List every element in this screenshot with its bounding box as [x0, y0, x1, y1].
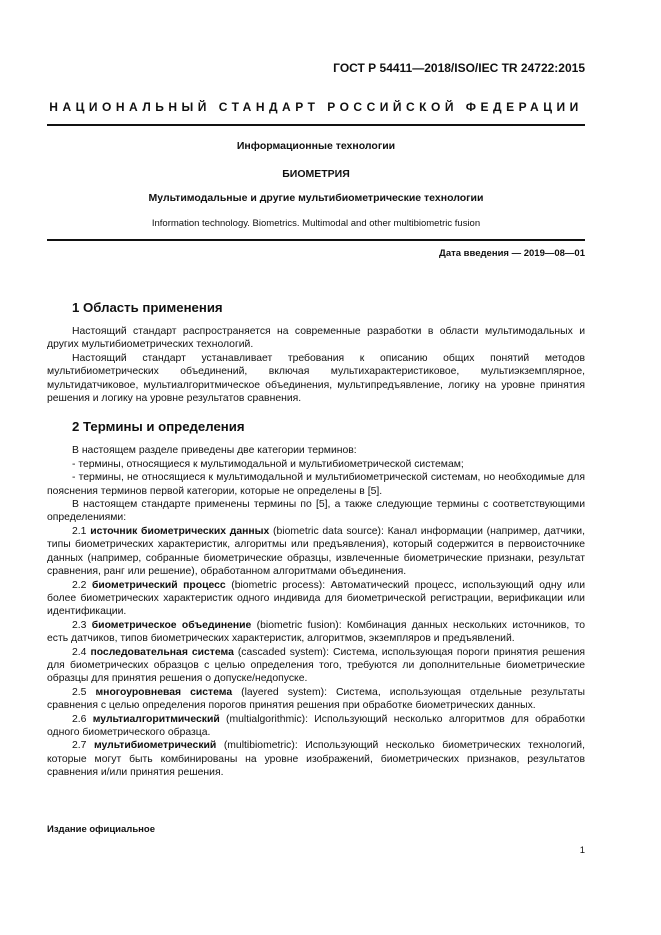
section-2-paragraph: В настоящем разделе приведены две категории терминов: — [72, 445, 357, 457]
title-line-3: Мультимодальные и другие мультибиометрические технологии — [148, 192, 484, 204]
term-number: 2.3 — [72, 619, 87, 631]
top-divider — [47, 124, 585, 126]
section-2-list-item: - термины, относящиеся к мультимодальной и мультибиометрической системам; — [72, 458, 464, 470]
term-name: мультибиометрический — [93, 740, 217, 752]
term-number: 2.4 — [72, 646, 87, 658]
english-title: Information technology. Biometrics. Multimodal and other multibiometric fusion — [151, 218, 481, 229]
term-definition: (cascaded system): Система, использующая пороги принятия решения для биометрических образцов с целью определения того, требуются ли дополнительные биометрические образцы для принятия решения о допуске/недопуске. — [47, 646, 586, 685]
introduction-date: Дата введения — 2019—08—01 — [439, 248, 585, 259]
term-number: 2.6 — [72, 713, 87, 725]
section-1-paragraph: Настоящий стандарт устанавливает требования к описанию общих понятий методов мультибиометрических объединений, включая мультихарактеристиковое, мультиэкземплярное, мультидатчиковое, мультиалгоритмическое объединения, мультипредъявление, логику на уровне принятия решения и логику на уровне результатов сравнения. — [47, 352, 585, 405]
section-2-heading: 2 Термины и определения — [72, 419, 245, 435]
term-definition: (multialgorithmic): Использующий несколько алгоритмов для обработки одного биометрического образца. — [47, 713, 586, 738]
term-definition: (biometric fusion): Комбинация данных нескольких источников, то есть датчиков, типов биометрических характеристик, алгоритмов, экземпляров и предъявлений. — [47, 619, 585, 645]
section-2-list-item: - термины, не относящиеся к мультимодальной и мультибиометрической системам, но необходимые для пояснения терминов первой категории, которые не определены в [5]. — [47, 472, 585, 497]
term-name: многоуровневая система — [95, 686, 233, 698]
term-number: 2.7 — [72, 740, 87, 752]
term-name: биометрическое объединение — [91, 619, 252, 631]
term-entry — [47, 646, 585, 686]
term-entry — [47, 686, 585, 713]
term-entry — [47, 579, 585, 619]
page-number: 1 — [579, 845, 585, 856]
title-line-1: Информационные технологии — [236, 140, 396, 152]
term-number: 2.1 — [72, 525, 87, 537]
section-2-paragraph: В настоящем стандарте применены термины по [5], а также следующие термины с соответствующими определениями: — [47, 499, 585, 524]
term-entry — [47, 739, 585, 779]
official-edition-label: Издание официальное — [47, 824, 155, 835]
term-definition: (biometric process): Автоматический процесс, использующий одну или более биометрических характеристик одного индивида для биометрической регистрации, верификации или идентификации. — [47, 579, 586, 618]
term-name: биометрический процесс — [92, 579, 226, 591]
term-name: мультиалгоритмический — [92, 713, 220, 725]
term-definition: (biometric data source): Канал информации (например, датчики, типы биометрических характеристик, алгоритмы или предъявления), который содержится в первоисточнике данных (например, собранные биометрические образцы, извлеченные биометрические признаки, результат сравнения, ранг или решение), обработанном алгоритмами объединения. — [47, 525, 585, 578]
term-definition: (layered system): Система, использующая отдельные результаты сравнения с целью определения порогов принятия решения при обработке биометрических данных. — [47, 686, 585, 712]
document-body — [47, 300, 585, 780]
term-entry — [47, 713, 585, 740]
term-number: 2.5 — [72, 686, 87, 698]
term-name: последовательная система — [90, 646, 234, 658]
title-line-2: БИОМЕТРИЯ — [282, 168, 350, 180]
section-1-paragraph: Настоящий стандарт распространяется на современные разработки в области мультимодальных и других мультибиометрических технологий. — [47, 326, 585, 351]
term-entry — [47, 619, 585, 646]
term-definition: (multibiometric): Использующий несколько биометрических технологий, которые могут быть комбинированы на уровне изображений, биометрических признаков, результатов сравнения и/или принятия решения. — [47, 740, 586, 779]
section-1-heading: 1 Область применения — [72, 300, 223, 315]
term-name: источник биометрических данных — [90, 525, 270, 537]
national-standard-title: НАЦИОНАЛЬНЫЙ СТАНДАРТ РОССИЙСКОЙ ФЕДЕРАЦИИ — [49, 100, 583, 114]
term-entry — [47, 525, 585, 579]
standard-code: ГОСТ Р 54411—2018/ISO/IEC TR 24722:2015 — [333, 61, 585, 75]
title-divider — [47, 239, 585, 241]
term-number: 2.2 — [72, 579, 87, 591]
